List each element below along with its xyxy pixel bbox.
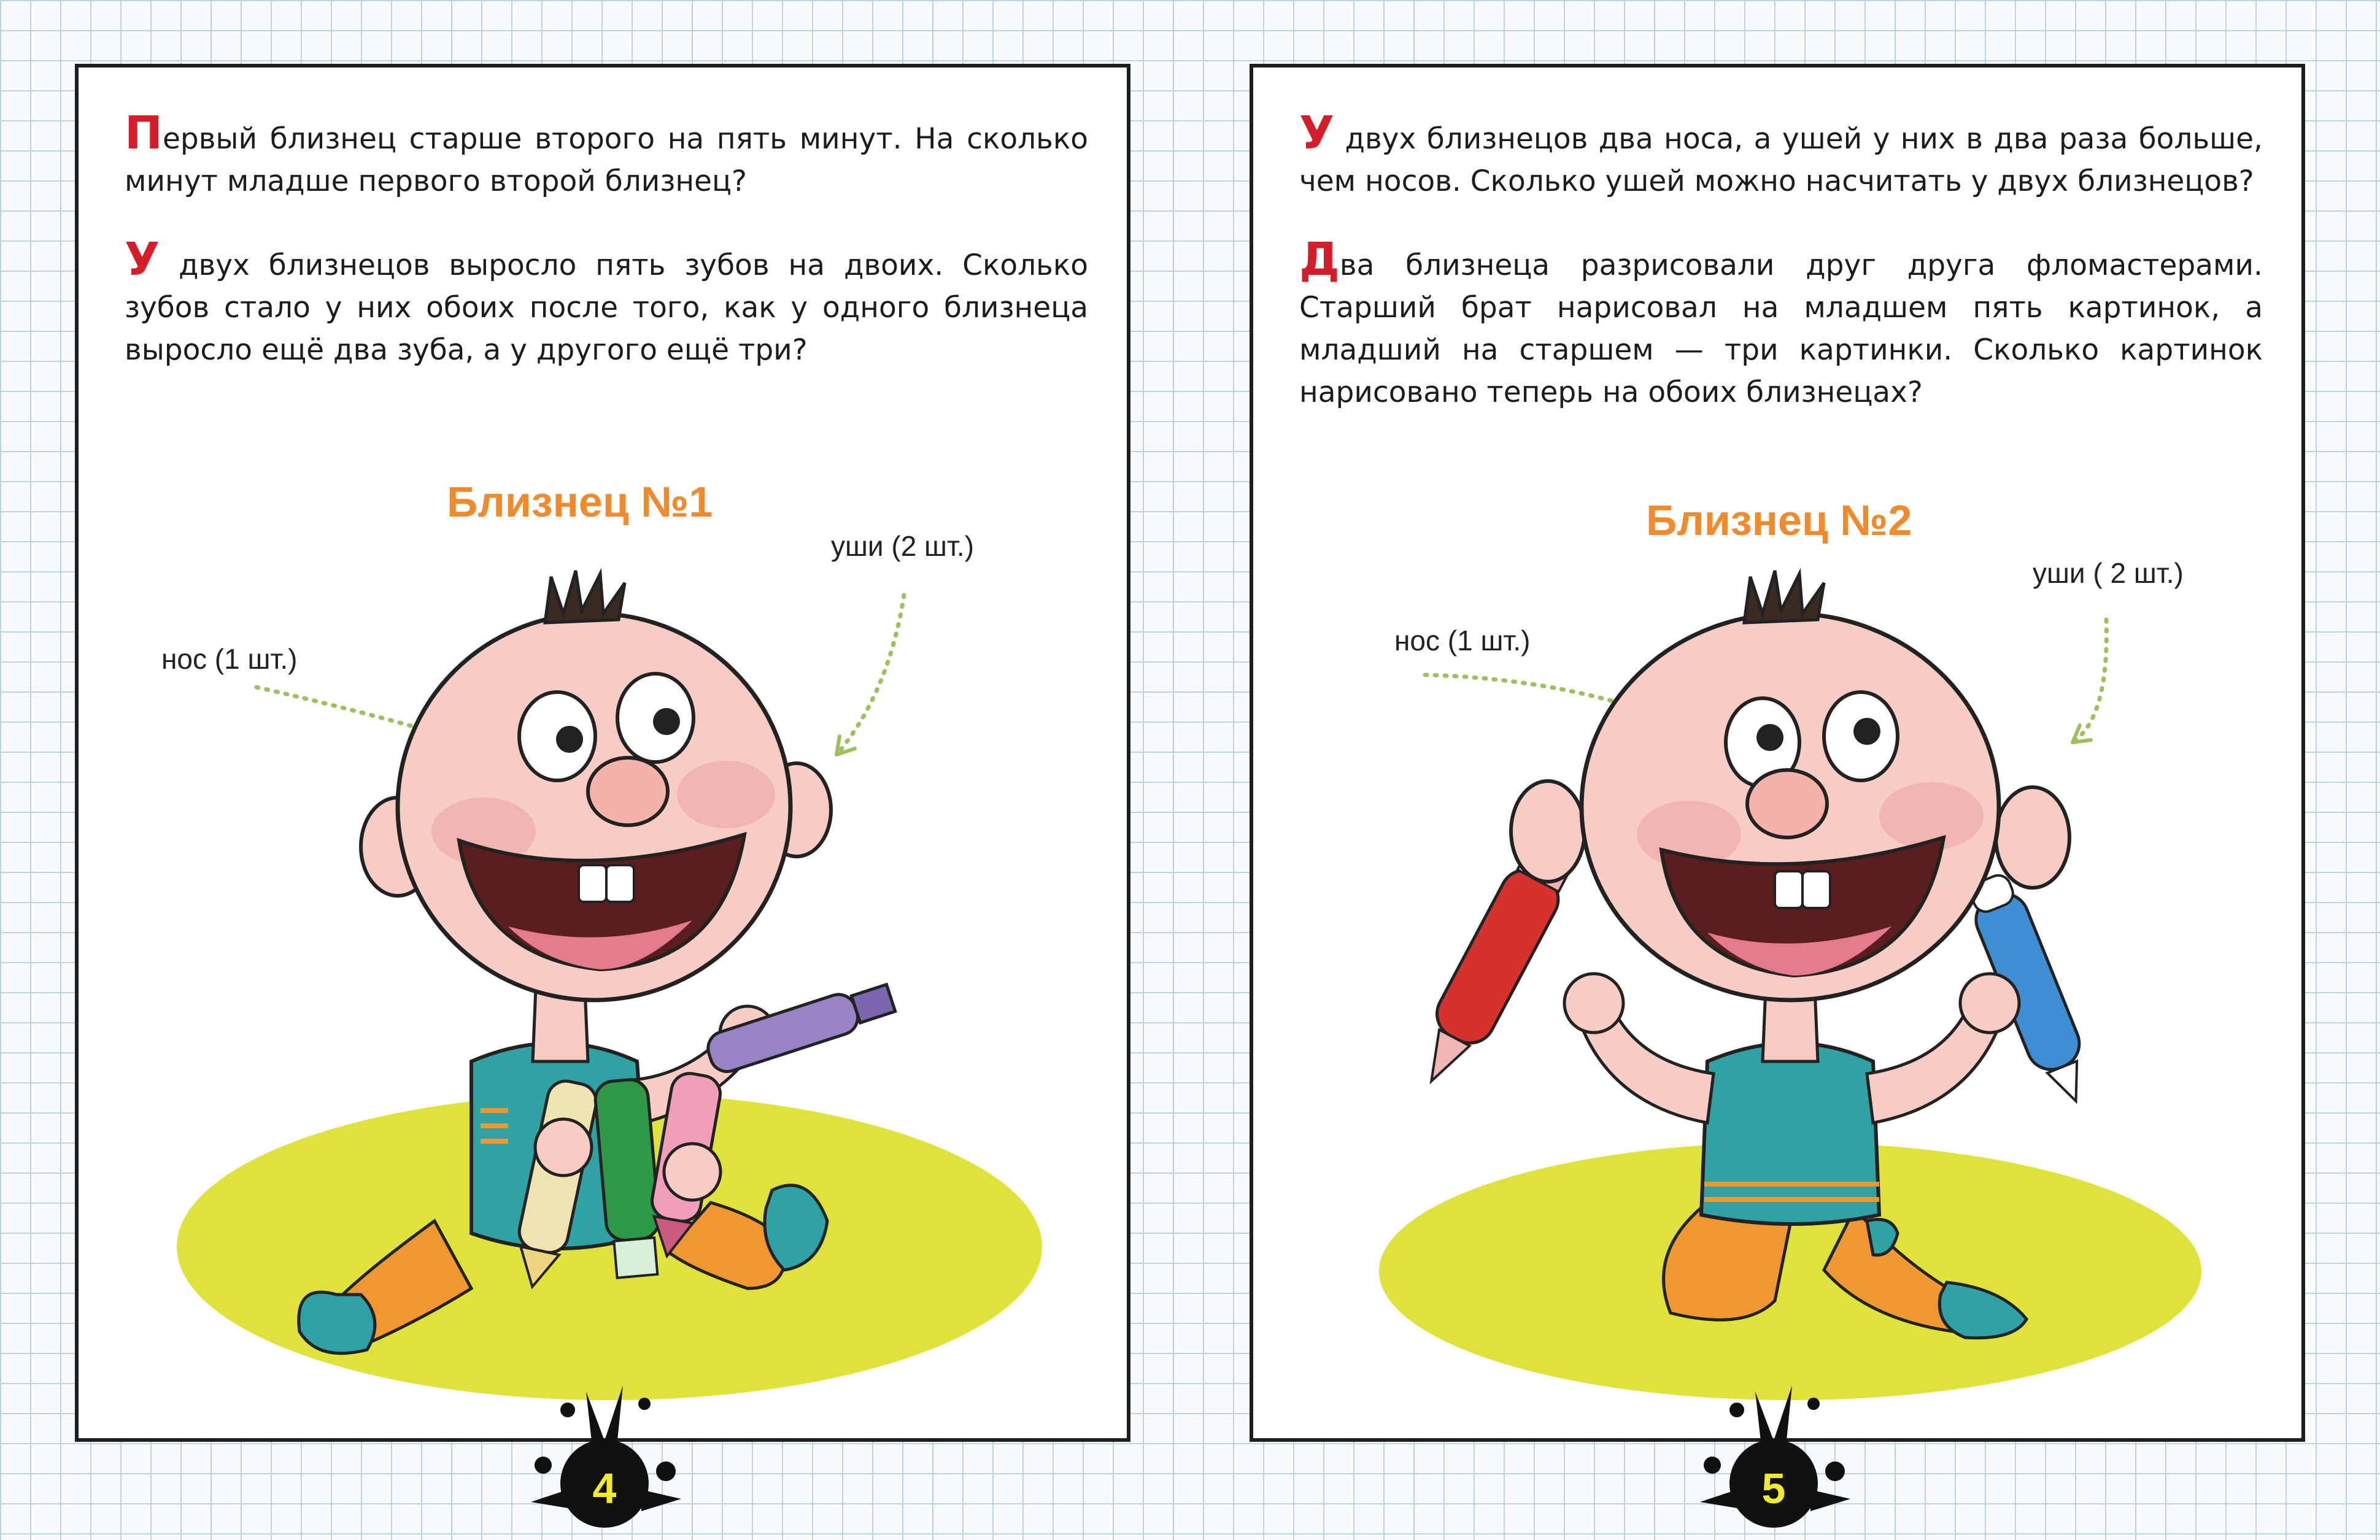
drop-cap: Д [1299,233,1340,286]
left-page [75,64,1130,1442]
tooth [1775,871,1802,908]
right-cheek [677,761,775,828]
drop-cap: У [125,233,160,286]
ears-arrow [2073,620,2106,742]
right-hand [1960,974,2019,1033]
page-number: 4 [592,1465,617,1512]
page-number: 5 [1761,1465,1786,1512]
label-nose: нос (1 шт.) [1394,625,1531,656]
left-hand [1564,974,1623,1033]
right-pupil [653,708,680,735]
right-ear [1996,787,2069,888]
page-number-blot-right [1688,1367,1860,1540]
right-page [1250,64,2305,1442]
left-ear [1511,781,1585,882]
purple-marker [704,979,897,1076]
ears-arrow [836,595,904,755]
tooth [606,865,634,902]
nose [1747,770,1827,837]
hair [1744,571,1824,623]
left-pupil [1756,724,1783,751]
left-pupil [556,726,583,753]
drop-cap: П [125,107,163,160]
problem-text: ервый близнец старше второго на пять минут. На сколько минут младше первого второй близнец? [125,122,1088,198]
twin-1-illustration [79,67,1134,1446]
problem-text: двух близнецов выросло пять зубов на двоих. Сколько зубов стало у них обоих после того, как у одного близнеца выросло ещё два зуба, а у другого ещё три? [125,248,1088,367]
drop-cap: У [1299,107,1335,160]
problem-text: ва близнеца разрисовали друг друга фломастерами. Старший брат нарисовал на младшем пять картинок, а младший на старшем — три картинки. Сколько картинок нарисовано теперь на обоих близнецах? [1299,248,2263,409]
illustration-title: Близнец №1 [447,478,713,526]
right-pupil [1853,718,1880,745]
tooth [1802,871,1830,908]
shirt [1701,1043,1879,1224]
page-number-blot-left [519,1367,690,1540]
twin-2-illustration [1253,67,2309,1446]
hair [545,571,625,623]
left-shoe [299,1292,375,1353]
label-ears: уши (2 шт.) [831,530,975,562]
label-nose: нос (1 шт.) [161,643,298,675]
label-ears: уши ( 2 шт.) [2033,557,2184,589]
illustration-title: Близнец №2 [1646,496,1912,544]
problem-text: двух близнецов два носа, а ушей у них в два раза больше, чем носов. Сколько ушей можно насчитать у двух близнецов? [1299,122,2263,198]
ears-arrowhead [836,736,855,755]
nose [588,758,668,825]
tooth [579,865,606,902]
